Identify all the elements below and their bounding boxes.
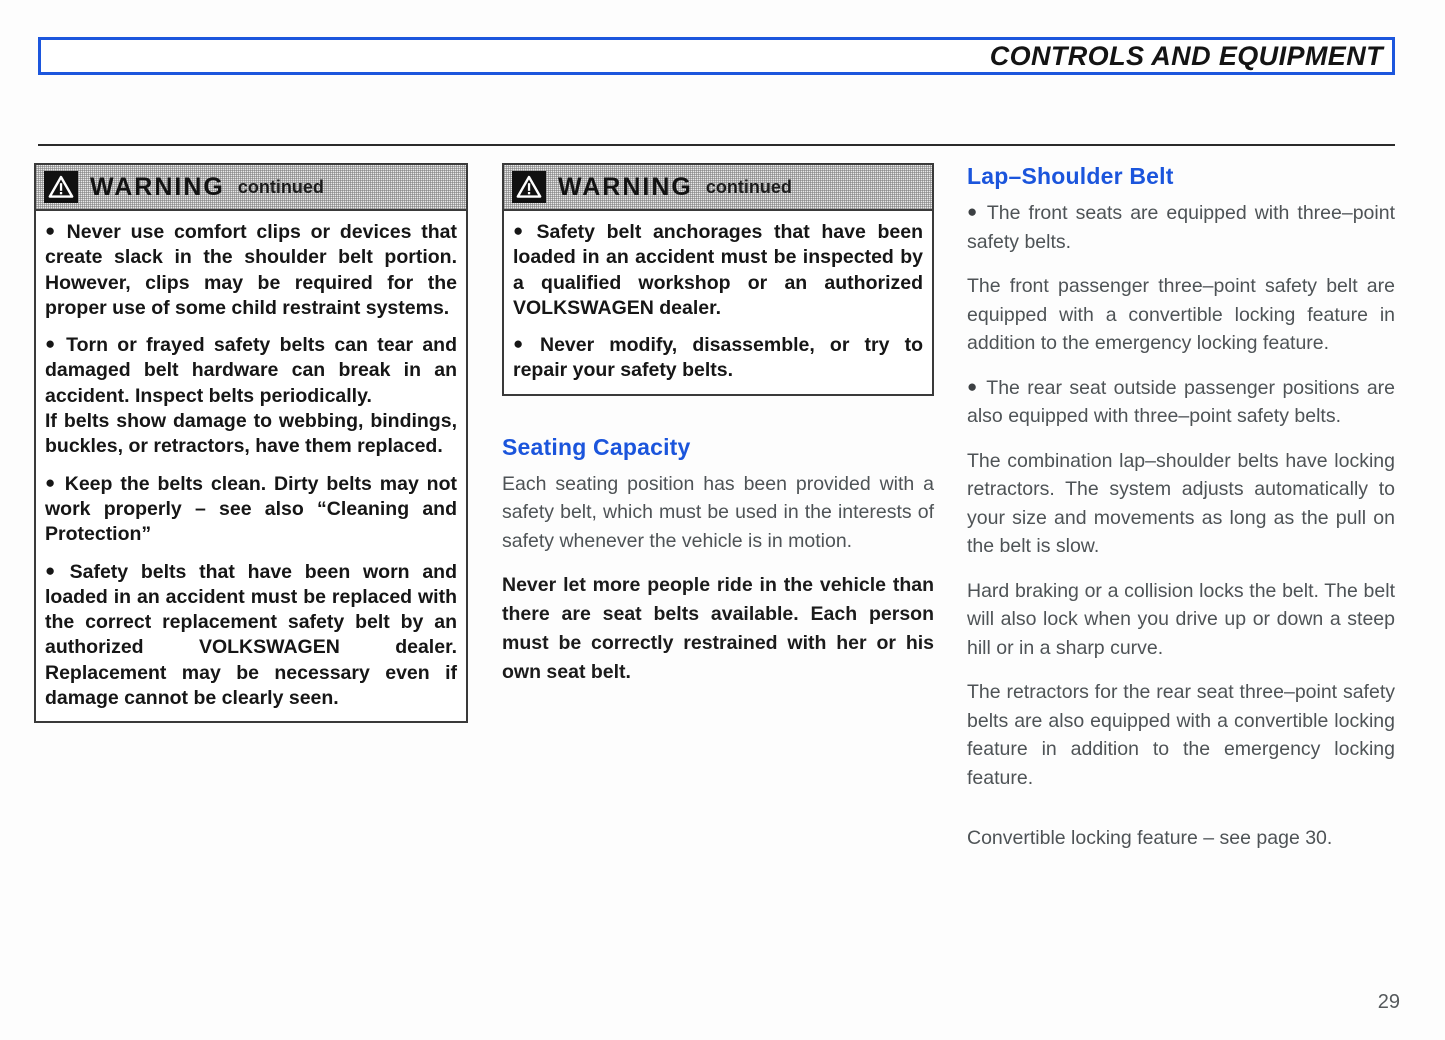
body-paragraph-text: The front seats are equipped with three–point safety belts. [967,202,1395,253]
warning-box-middle [502,163,934,396]
bullet-icon: ● [45,221,60,240]
body-paragraph: Each seating position has been provided with a safety belt, which must be used in the interests of safety whenever the vehicle is in motion. [502,472,934,552]
header-divider-rule [38,144,1395,146]
warning-continued-label-middle: continued [705,177,792,197]
warning-paragraph [45,560,457,712]
warning-body-left [36,211,466,721]
body-paragraph-text: The rear seat outside passenger positions are also equipped with three–point safety belts. [967,376,1395,428]
warning-paragraph [513,333,923,384]
warning-body-middle [504,211,932,394]
warning-label-middle: WARNING [558,172,693,201]
warning-paragraph-text: Never use comfort clips or devices that create slack in the shoulder belt portion. However, clips may be required for the proper use of some child restraint systems. [45,221,457,319]
cross-reference-text: Convertible locking feature – see page 30. [967,827,1333,850]
body-paragraph: Hard braking or a collision locks the belt. The belt will also lock when you drive up or down a steep hill or in a sharp curve. [967,579,1395,659]
warning-paragraph-text: Keep the belts clean. Dirty belts may not work properly – see also “Cleaning and Protection” [45,472,457,546]
body-paragraph: The front passenger three–point safety belt are equipped with a convertible locking feature in addition to the emergency locking feature. [967,275,1395,355]
bullet-icon: ● [45,334,60,354]
body-paragraph [967,199,1395,256]
body-paragraph: The combination lap–shoulder belts have locking retractors. The system adjusts automatically to your size and movements as long as the pull on the belt is slow. [967,449,1395,558]
section-spacer [502,396,934,434]
warning-paragraph-text: Safety belt anchorages that have been loaded in an accident must be inspected by a qualified workshop or an authorized VOLKSWAGEN dealer. [513,221,923,319]
warning-paragraph [45,333,457,409]
warning-paragraph [513,220,923,321]
bullet-icon: ● [967,202,980,222]
page-number: 29 [1377,991,1400,1013]
warning-triangle-icon [512,171,546,203]
bullet-icon: ● [45,560,63,580]
bullet-icon: ● [513,221,530,240]
bullet-icon: ● [967,376,980,396]
body-paragraph [967,374,1395,431]
section-heading-seating-capacity: Seating Capacity [502,433,691,460]
warning-label-left: WARNING [90,172,225,201]
bullet-icon: ● [45,472,58,492]
column-middle [502,163,934,687]
warning-box-left [34,163,468,723]
warning-continued-label-left: continued [237,177,324,197]
warning-paragraph [45,409,457,460]
warning-paragraph [45,472,457,548]
running-header [38,37,1395,75]
warning-header-middle [504,165,932,211]
body-paragraph-bold: Never let more people ride in the vehicle than there are seat belts available. Each person must be correctly restrained with her or his own seat belt. [502,574,934,684]
warning-header-left [36,165,466,211]
warning-paragraph-text: Never modify, disassemble, or try to repair your safety belts. [513,334,923,382]
warning-paragraph-text: If belts show damage to webbing, bindings, buckles, or retractors, have them replaced. [45,410,457,458]
warning-paragraph-text: Torn or frayed safety belts can tear and damaged belt hardware can break in an accident. Inspect belts periodically. [45,334,457,407]
body-paragraph: The retractors for the rear seat three–point safety belts are also equipped with a convertible locking feature in addition to the emergency locking feature. [967,681,1395,789]
warning-paragraph-text: Safety belts that have been worn and loaded in an accident must be replaced with the correct replacement safety belt by an authorized VOLKSWAGEN dealer. Replacement may be necessary even if damage cannot be clearly seen. [45,560,457,710]
bullet-icon: ● [513,334,533,354]
page-title: CONTROLS AND EQUIPMENT [989,40,1383,71]
paragraph-spacer [967,808,1395,824]
column-right [967,163,1395,853]
warning-paragraph [45,220,457,321]
warning-triangle-icon [44,171,78,203]
section-heading-lap-shoulder-belt: Lap–Shoulder Belt [967,163,1174,189]
column-left [34,163,468,723]
